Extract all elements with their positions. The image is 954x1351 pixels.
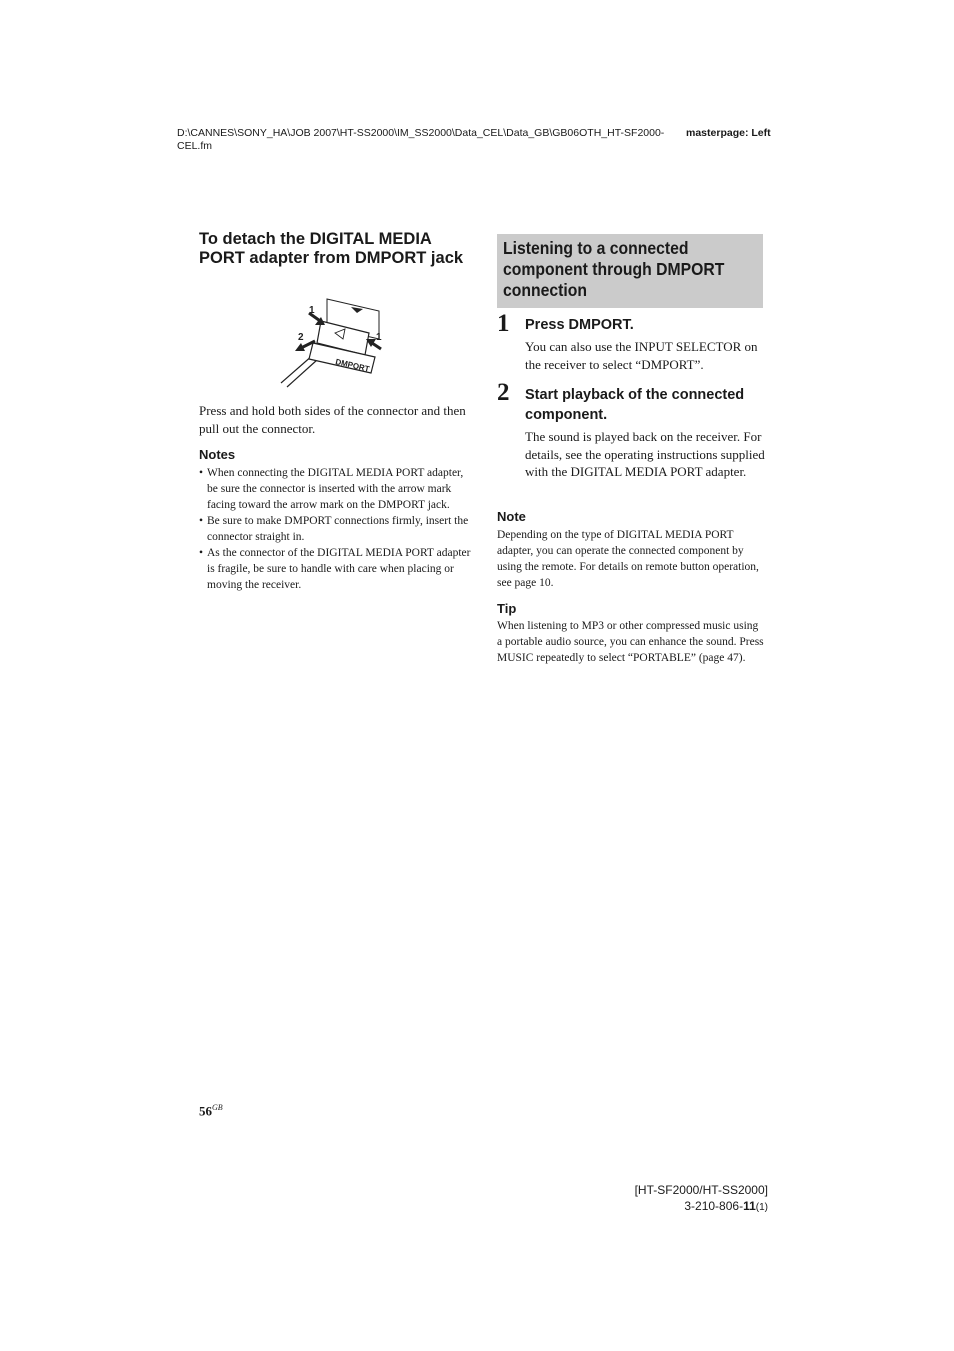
bullet: • xyxy=(199,515,204,527)
masterpage-label: masterpage: Left xyxy=(686,127,771,139)
model-code: [HT-SF2000/HT-SS2000] xyxy=(634,1183,768,1197)
note-heading: Note xyxy=(497,509,526,524)
step-number-2: 2 xyxy=(497,379,510,406)
page-number: $56^{GB}$ xyxy=(199,1103,223,1119)
document-footer xyxy=(560,1182,768,1216)
plug-label: DMPORT xyxy=(334,357,371,374)
step-title-2: Start playback of the connected component. xyxy=(525,387,745,423)
notes-list xyxy=(199,465,471,593)
step-title-1: Press DMPORT. xyxy=(525,317,634,333)
note-item: • As the connector of the DIGITAL MEDIA PORT adapter is fragile, be sure to handle with care when placing or moving the receiver. xyxy=(199,547,471,591)
section-heading-detach: To detach the DIGITAL MEDIA PORT adapter from DMPORT jack xyxy=(199,230,464,267)
section-title-dmport: Listening to a connected component through DMPORT connection xyxy=(503,238,725,300)
figure-label-2: 2 xyxy=(298,332,304,343)
notes-heading: Notes xyxy=(199,447,236,462)
file-path-header: D:\CANNES\SONY_HA\JOB 2007\HT-SS2000\IM_SS2000\Data_CEL\Data_GB\GB06OTH_HT-SF2000-CEL.fm xyxy=(177,127,665,152)
page-suffix: GB xyxy=(212,1103,223,1112)
tip-body: When listening to MP3 or other compressed music using a portable audio source, you can enhance the sound. Press MUSIC repeatedly to select “PORTABLE” (page 47). xyxy=(497,620,764,664)
step-body-1: You can also use the INPUT SELECTOR on the receiver to select “DMPORT”. xyxy=(525,339,758,372)
figure-label-1-left: 1 xyxy=(309,305,315,316)
detach-instruction: Press and hold both sides of the connector and then pull out the connector. xyxy=(199,403,466,436)
tip-heading: Tip xyxy=(497,601,517,616)
document-code: 3-210-806-11(1) xyxy=(684,1199,768,1213)
connector-diagram xyxy=(279,297,389,389)
note-body: Depending on the type of DIGITAL MEDIA PORT adapter, you can operate the connected component by using the remote. For details on remote button operation, see page 10. xyxy=(497,529,759,589)
connector-detach-illustration xyxy=(279,297,389,389)
figure-label-1-right: 1 xyxy=(376,332,382,343)
note-item: • Be sure to make DMPORT connections firmly, insert the connector straight in. xyxy=(199,515,469,543)
bullet: • xyxy=(199,467,204,479)
step-number-1: 1 xyxy=(497,310,510,337)
note-item: • When connecting the DIGITAL MEDIA PORT adapter, be sure the connector is inserted with the arrow mark facing toward the arrow mark on the DMPORT jack. xyxy=(199,467,464,511)
bullet: • xyxy=(199,547,204,559)
step-body-2: The sound is played back on the receiver. For details, see the operating instructions supplied with the DIGITAL MEDIA PORT adapter. xyxy=(525,429,765,479)
